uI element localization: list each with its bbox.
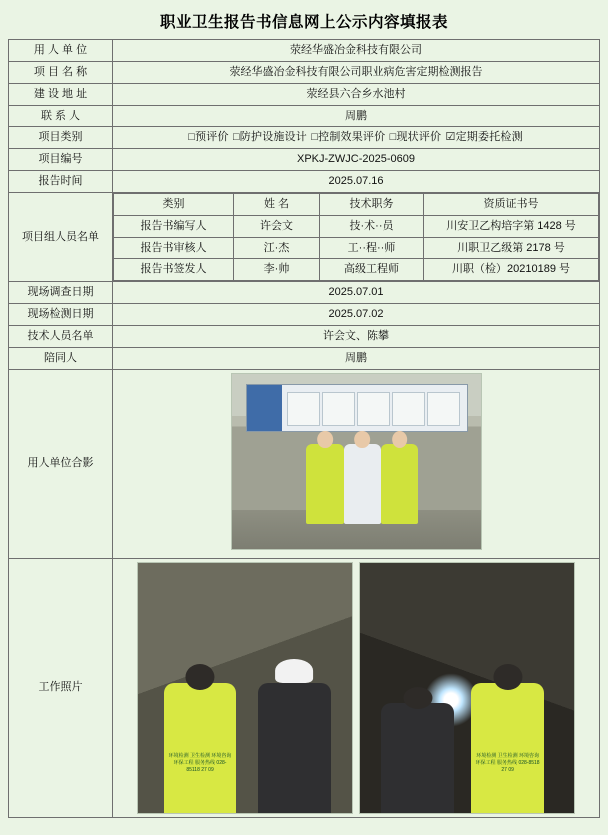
person-middle [344,444,381,525]
worker-right-vest [471,683,544,813]
report-time-value: 2025.07.16 [113,171,600,193]
tech-staff-label: 技术人员名单 [9,325,113,347]
team-table-header-3: 技术职务 [320,193,424,215]
checkbox-icon[interactable]: □ [311,131,319,144]
escort-value: 周鹏 [113,347,600,369]
table-row-project-code [9,149,600,171]
work-photo-cell [113,558,600,817]
table-row-site [9,83,600,105]
project-name-label: 项 目 名 称 [9,61,113,83]
tech-staff-value: 许会文、陈攀 [113,325,600,347]
survey-date-value: 2025.07.01 [113,282,600,304]
project-type-option-3[interactable] [311,131,385,143]
team-row-position: 高级工程师 [320,259,424,281]
team-row-category: 报告书审核人 [114,237,234,259]
project-name-value: 荥经华盛冶金科技有限公司职业病危害定期检测报告 [113,61,600,83]
table-row-tech-staff [9,325,600,347]
escort-label: 陪同人 [9,347,113,369]
team-table-row [114,215,599,237]
employer-value: 荥经华盛冶金科技有限公司 [113,40,600,62]
checkbox-icon[interactable]: □ [389,131,397,144]
report-time-label: 报告时间 [9,171,113,193]
worker-left-vest [164,683,237,813]
table-row-contact [9,105,600,127]
project-type-option-label: 现状评价 [396,131,442,144]
page-title: 职业卫生报告书信息网上公示内容填报表 [159,14,448,31]
worker-right-dark [381,703,454,813]
test-date-value: 2025.07.02 [113,304,600,326]
team-row-position: 技·术··员 [320,215,424,237]
person-left [306,444,343,525]
table-row-report-time [9,171,600,193]
site-label: 建 设 地 址 [9,83,113,105]
survey-date-label: 现场调查日期 [9,282,113,304]
team-table-cell [113,192,600,281]
team-row-cert: 川安卫乙构培字第 1428 号 [424,215,599,237]
project-type-option-label: 预评价 [195,131,229,144]
test-date-label: 现场检测日期 [9,304,113,326]
checkbox-icon[interactable]: □ [188,131,196,144]
team-label: 项目组人员名单 [9,192,113,281]
team-row-cert: 川职卫乙级第 2178 号 [424,237,599,259]
project-type-options [113,127,600,149]
team-row-position: 工··程··师 [320,237,424,259]
checkbox-checked-icon[interactable]: ☑ [445,131,456,144]
checkbox-icon[interactable]: □ [232,131,240,144]
work-photo-label: 工作照片 [9,558,113,817]
team-table-header-row [114,193,599,215]
project-code-label: 项目编号 [9,149,113,171]
project-type-label: 项目类别 [9,127,113,149]
table-row-project-name [9,61,600,83]
team-table-header-2: 姓 名 [234,193,320,215]
notice-board [246,384,467,432]
work-photo-right-image [359,562,575,814]
team-row-name: 李·帅 [234,259,320,281]
project-type-option-label: 定期委托检测 [455,131,523,144]
report-table [8,39,600,818]
table-row-test-date [9,304,600,326]
team-row-category: 报告书编写人 [114,215,234,237]
project-type-option-label: 控制效果评价 [318,131,386,144]
table-row-work-photo [9,558,600,817]
project-code-value: XPKJ-ZWJC-2025-0609 [113,149,600,171]
project-type-option-label: 防护设施设计 [239,131,307,144]
contact-label: 联 系 人 [9,105,113,127]
group-photo-cell [113,369,600,558]
table-row-project-type [9,127,600,149]
group-photo-image [231,373,482,550]
vest-text-left: 环境检测 卫生检测 环境咨询 环保工程 服务热线 028-85118 27 09 [168,753,232,773]
worker-left-helmet [258,683,331,813]
team-table-row [114,259,599,281]
table-row-team [9,192,600,281]
work-photo-left-image [137,562,353,814]
contact-value: 周鹏 [113,105,600,127]
team-table-header-4: 资质证书号 [424,193,599,215]
team-row-name: 许会文 [234,215,320,237]
group-photo-label: 用人单位合影 [9,369,113,558]
table-row-group-photo [9,369,600,558]
team-row-cert: 川职（检）20210189 号 [424,259,599,281]
team-row-name: 江·杰 [234,237,320,259]
table-row-employer [9,40,600,62]
employer-label: 用 人 单 位 [9,40,113,62]
project-type-option-2[interactable] [233,131,307,143]
team-table-row [114,237,599,259]
project-type-option-4[interactable] [390,131,442,143]
team-table [113,193,599,281]
project-type-option-5[interactable] [446,131,523,143]
team-row-category: 报告书签发人 [114,259,234,281]
site-value: 荥经县六合乡水池村 [113,83,600,105]
team-table-header-1: 类别 [114,193,234,215]
table-row-escort [9,347,600,369]
person-right [381,444,418,525]
vest-text-right: 环境检测 卫生检测 环境咨询 环保工程 服务热线 028-8518 27 09 [475,753,540,773]
project-type-option-1[interactable] [188,131,228,143]
table-row-survey-date [9,282,600,304]
